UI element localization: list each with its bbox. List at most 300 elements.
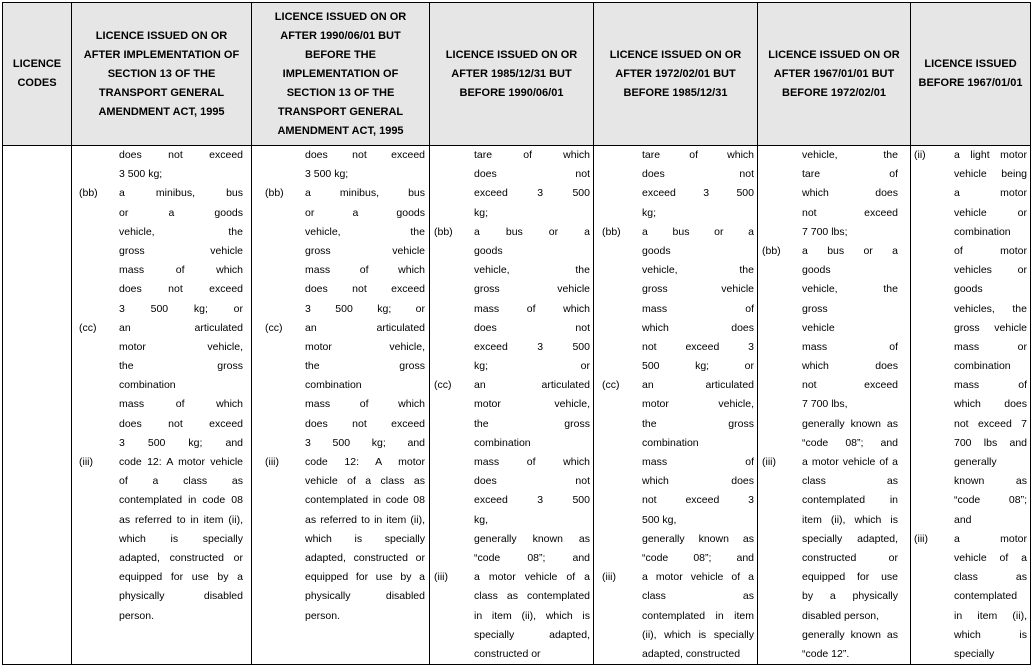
body-row xyxy=(3,146,1031,665)
item-marker xyxy=(79,165,119,184)
item-marker xyxy=(602,357,642,376)
item-marker xyxy=(265,395,305,414)
text-line xyxy=(602,204,757,223)
text-line xyxy=(434,204,593,223)
text-line xyxy=(79,223,251,242)
text-line xyxy=(79,357,251,376)
item-marker xyxy=(434,261,474,280)
item-marker xyxy=(914,395,954,414)
text-line xyxy=(914,626,1030,645)
text-line xyxy=(914,357,1030,376)
item-marker xyxy=(265,530,305,549)
item-text: 500 kg, xyxy=(642,513,677,526)
text-line xyxy=(79,434,251,453)
item-marker: (cc) xyxy=(434,379,452,392)
item-text: specially xyxy=(954,647,995,660)
text-line xyxy=(914,280,1030,299)
text-line xyxy=(434,261,593,280)
text-line xyxy=(914,204,1030,223)
item-marker xyxy=(265,549,305,568)
item-marker: (ii) xyxy=(914,149,926,161)
text-line xyxy=(434,338,593,357)
text-line xyxy=(79,530,251,549)
item-marker xyxy=(265,491,305,510)
item-text: mass of which xyxy=(119,264,243,277)
item-text: 500 kg; or xyxy=(642,360,754,373)
text-line xyxy=(914,491,1030,510)
item-marker xyxy=(434,357,474,376)
item-marker: (bb) xyxy=(434,225,453,238)
item-text: generally xyxy=(954,456,997,468)
item-marker xyxy=(79,204,119,223)
item-marker xyxy=(762,568,802,587)
item-marker xyxy=(434,645,474,664)
item-text: an articulated xyxy=(119,321,243,334)
item-text: code 12: A motor xyxy=(305,456,425,468)
item-marker: (bb) xyxy=(265,187,284,200)
item-text: combination xyxy=(954,360,1011,373)
text-line xyxy=(602,568,757,587)
item-text: equipped for use by a xyxy=(119,571,243,584)
item-marker xyxy=(265,242,305,261)
text-line xyxy=(762,415,910,434)
text-line xyxy=(434,376,593,395)
text-line xyxy=(265,338,429,357)
text-line xyxy=(265,549,429,568)
item-text: vehicle, the xyxy=(802,283,898,296)
text-line xyxy=(762,261,910,280)
item-text: a bus or a xyxy=(642,225,754,238)
item-marker xyxy=(914,376,954,395)
item-text: contemplated in xyxy=(802,494,898,507)
text-line xyxy=(914,549,1030,568)
item-text: “code 08”; and xyxy=(802,436,898,449)
text-line xyxy=(265,491,429,510)
item-marker: (bb) xyxy=(762,244,781,257)
text-line xyxy=(602,645,757,664)
item-text: vehicle, the xyxy=(642,264,754,277)
item-text: mass of which xyxy=(474,456,590,468)
item-marker xyxy=(434,587,474,606)
text-line xyxy=(602,626,757,645)
item-text: specially adapted, xyxy=(802,532,898,545)
item-marker xyxy=(602,300,642,319)
item-marker xyxy=(79,357,119,376)
header-1990-to-1995: LICENCE ISSUED ON OR AFTER 1990/06/01 BUT BEFORE THE IMPLEMENTATION OF SECTION 13 OF THE TRANSPORT GENERAL AMENDMENT ACT, 1995 xyxy=(252,3,430,146)
item-marker xyxy=(914,319,954,338)
item-marker xyxy=(762,472,802,491)
item-text: code 12: A motor vehicle xyxy=(119,456,243,468)
item-text: does not exceed xyxy=(119,417,243,430)
text-line xyxy=(602,338,757,357)
item-text: exceed 3 500 xyxy=(474,187,590,200)
item-text: a motor xyxy=(954,187,1027,200)
item-text: exceed 3 500 xyxy=(474,340,590,353)
text-line xyxy=(602,415,757,434)
item-marker xyxy=(914,626,954,645)
text-line xyxy=(265,280,429,299)
item-marker xyxy=(434,434,474,453)
item-text: which is specially xyxy=(305,532,425,545)
item-marker xyxy=(914,300,954,319)
item-marker xyxy=(265,568,305,587)
text-line xyxy=(762,587,910,606)
item-marker xyxy=(602,280,642,299)
header-1967-to-1972: LICENCE ISSUED ON OR AFTER 1967/01/01 BUT BEFORE 1972/02/01 xyxy=(758,3,911,146)
text-line xyxy=(265,453,429,472)
item-text: which does xyxy=(802,360,898,373)
item-marker: (cc) xyxy=(265,321,283,334)
item-text: a light motor xyxy=(954,149,1027,161)
item-marker xyxy=(434,549,474,568)
item-text: not exceed 3 xyxy=(642,494,754,507)
header-row xyxy=(3,3,1031,146)
cell-1985-to-1990 xyxy=(430,146,594,665)
item-text: 3 500 kg; and xyxy=(119,436,243,449)
item-text: vehicle or xyxy=(954,206,1027,219)
item-marker xyxy=(434,165,474,184)
item-marker: (iii) xyxy=(265,456,279,468)
text-line xyxy=(914,146,1030,165)
item-marker xyxy=(914,587,954,606)
text-line xyxy=(602,395,757,414)
item-marker xyxy=(762,434,802,453)
item-marker xyxy=(914,645,954,664)
item-text: motor vehicle, xyxy=(119,340,243,353)
item-text: mass of which xyxy=(474,302,590,315)
item-text: contemplated xyxy=(954,590,1018,603)
text-line xyxy=(762,357,910,376)
text-line xyxy=(762,607,910,626)
item-text: tare of which xyxy=(642,149,754,161)
item-marker xyxy=(265,587,305,606)
item-text: tare of xyxy=(802,168,898,181)
item-marker xyxy=(762,223,802,242)
text-line xyxy=(762,376,910,395)
item-marker xyxy=(914,415,954,434)
text-line xyxy=(602,530,757,549)
item-text: equipped for use xyxy=(802,571,898,584)
item-text: equipped for use by a xyxy=(305,571,425,584)
text-line xyxy=(434,434,593,453)
item-text: motor vehicle, xyxy=(642,398,754,411)
item-text: a motor vehicle of a xyxy=(802,456,898,468)
item-text: a motor vehicle of a xyxy=(474,571,590,584)
text-line xyxy=(434,223,593,242)
item-marker xyxy=(762,261,802,280)
item-marker xyxy=(79,146,119,165)
item-text: gross vehicle xyxy=(642,283,754,296)
item-marker xyxy=(914,223,954,242)
text-line xyxy=(914,530,1030,549)
item-text: contemplated in item xyxy=(642,609,754,622)
item-marker xyxy=(265,357,305,376)
item-text: exceed 3 500 xyxy=(642,187,754,200)
item-marker xyxy=(762,587,802,606)
item-text: of motor xyxy=(954,244,1027,257)
item-marker xyxy=(434,415,474,434)
item-marker: (cc) xyxy=(79,321,97,334)
item-text: does not xyxy=(474,168,590,181)
item-text: or a goods xyxy=(305,206,425,219)
item-text: goods xyxy=(802,264,831,277)
item-marker xyxy=(265,204,305,223)
item-marker xyxy=(79,549,119,568)
item-text: vehicles or xyxy=(954,264,1027,277)
item-text: “code 08”; xyxy=(954,494,1027,507)
item-text: vehicles, the xyxy=(954,302,1027,315)
item-marker xyxy=(434,472,474,491)
item-text: kg; xyxy=(474,206,489,219)
text-line xyxy=(265,607,429,626)
item-marker xyxy=(762,607,802,626)
text-line xyxy=(602,511,757,530)
item-marker xyxy=(434,338,474,357)
item-marker xyxy=(914,261,954,280)
text-line xyxy=(79,395,251,414)
text-line xyxy=(79,376,251,395)
item-text: generally known as xyxy=(802,628,898,641)
text-line xyxy=(79,338,251,357)
item-text: kg; or xyxy=(474,360,590,373)
text-line xyxy=(762,300,910,319)
text-line xyxy=(602,223,757,242)
text-line xyxy=(265,242,429,261)
item-text: person. xyxy=(119,609,155,622)
item-marker xyxy=(914,472,954,491)
item-marker xyxy=(762,626,802,645)
item-marker xyxy=(265,223,305,242)
text-line xyxy=(762,434,910,453)
text-line xyxy=(602,184,757,203)
text-line xyxy=(434,146,593,165)
cell-after-1995-amendment xyxy=(72,146,252,665)
text-line xyxy=(79,472,251,491)
text-line xyxy=(602,434,757,453)
cell-1990-to-1995 xyxy=(252,146,430,665)
item-text: 3 500 kg; or xyxy=(305,302,425,315)
item-text: adapted, constructed or xyxy=(305,551,425,564)
text-line xyxy=(434,300,593,319)
item-text: in item (ii), xyxy=(954,609,1027,622)
cell-before-1967 xyxy=(911,146,1031,665)
item-text: a bus or a xyxy=(474,225,590,238)
item-text: mass of xyxy=(642,456,754,468)
text-line xyxy=(265,568,429,587)
item-marker xyxy=(762,204,802,223)
item-text: an articulated xyxy=(305,321,425,334)
item-text: (ii), which is specially xyxy=(642,628,754,641)
text-line xyxy=(265,357,429,376)
item-marker xyxy=(79,472,119,491)
item-marker xyxy=(762,146,802,165)
item-marker xyxy=(265,165,305,184)
text-line xyxy=(762,223,910,242)
item-text: known as xyxy=(954,475,1027,488)
item-text: an articulated xyxy=(474,379,590,392)
item-text: constructed or xyxy=(802,551,898,564)
item-text: mass of xyxy=(642,302,754,315)
item-marker xyxy=(914,549,954,568)
item-text: person. xyxy=(305,609,341,622)
item-text: 3 500 kg; xyxy=(119,168,163,181)
item-text: goods xyxy=(954,283,983,296)
text-line xyxy=(602,472,757,491)
item-marker xyxy=(602,530,642,549)
item-text: combination xyxy=(642,436,699,449)
item-text: combination xyxy=(119,379,176,392)
item-text: vehicle, the xyxy=(474,264,590,277)
text-line xyxy=(265,146,429,165)
item-text: constructed or xyxy=(474,647,541,660)
text-line xyxy=(434,607,593,626)
item-text: combination xyxy=(474,436,531,449)
item-marker xyxy=(914,338,954,357)
header-after-1995-amendment: LICENCE ISSUED ON OR AFTER IMPLEMENTATION OF SECTION 13 OF THE TRANSPORT GENERAL AMENDMENT ACT, 1995 xyxy=(72,3,252,146)
text-line xyxy=(434,280,593,299)
text-line xyxy=(79,491,251,510)
text-line xyxy=(762,204,910,223)
item-marker xyxy=(602,549,642,568)
text-line xyxy=(434,165,593,184)
item-marker xyxy=(79,511,119,530)
text-line xyxy=(602,300,757,319)
item-marker: (cc) xyxy=(602,379,620,392)
item-marker xyxy=(434,626,474,645)
item-text: contemplated in code 08 xyxy=(305,494,425,507)
text-line xyxy=(602,146,757,165)
item-text: “code 08”; and xyxy=(642,551,754,564)
item-marker xyxy=(762,415,802,434)
item-text: a motor xyxy=(954,532,1027,545)
text-line xyxy=(434,184,593,203)
item-text: class as xyxy=(802,475,898,488)
item-marker xyxy=(265,511,305,530)
item-marker xyxy=(914,607,954,626)
text-line xyxy=(265,376,429,395)
item-marker xyxy=(434,300,474,319)
item-text: contemplated in code 08 xyxy=(119,494,243,507)
item-text: class as xyxy=(954,571,1027,584)
item-text: which does xyxy=(642,321,754,334)
item-marker xyxy=(265,434,305,453)
text-line xyxy=(265,184,429,203)
item-text: goods xyxy=(642,244,671,257)
item-marker xyxy=(762,280,802,299)
item-marker xyxy=(762,376,802,395)
text-line xyxy=(762,146,910,165)
text-line xyxy=(762,645,910,664)
item-text: adapted, constructed or xyxy=(119,551,243,564)
item-marker xyxy=(434,242,474,261)
item-marker xyxy=(265,376,305,395)
item-marker xyxy=(762,184,802,203)
item-marker xyxy=(79,300,119,319)
item-marker xyxy=(265,415,305,434)
item-marker xyxy=(265,607,305,626)
item-text: tare of which xyxy=(474,149,590,161)
item-text: not exceed 7 xyxy=(954,417,1027,430)
item-text: a motor vehicle of a xyxy=(642,571,754,584)
text-line xyxy=(602,261,757,280)
item-text: mass of which xyxy=(119,398,243,411)
text-line xyxy=(762,280,910,299)
item-text: gross vehicle xyxy=(474,283,590,296)
item-text: not exceed xyxy=(802,206,898,219)
item-text: in item (ii), which is xyxy=(474,609,590,622)
item-marker xyxy=(762,357,802,376)
item-text: vehicle, the xyxy=(119,225,243,238)
text-line xyxy=(762,395,910,414)
item-marker xyxy=(265,472,305,491)
item-marker xyxy=(434,491,474,510)
text-line xyxy=(602,165,757,184)
item-marker xyxy=(602,511,642,530)
text-line xyxy=(914,395,1030,414)
item-marker xyxy=(762,300,802,319)
text-line xyxy=(79,319,251,338)
item-text: a minibus, bus xyxy=(119,187,243,200)
item-text: of a class as xyxy=(119,475,243,488)
item-marker xyxy=(762,319,802,338)
text-line xyxy=(434,395,593,414)
item-marker xyxy=(265,338,305,357)
text-line xyxy=(434,568,593,587)
item-marker xyxy=(602,319,642,338)
item-text: as referred to in item (ii), xyxy=(305,513,425,526)
text-line xyxy=(79,146,251,165)
text-line xyxy=(914,453,1030,472)
text-line xyxy=(602,607,757,626)
item-text: “code 12”. xyxy=(802,647,850,660)
item-text: does not exceed xyxy=(119,283,243,296)
item-text: vehicle of a class as xyxy=(305,475,425,488)
text-line xyxy=(762,165,910,184)
item-marker xyxy=(434,453,474,472)
text-line xyxy=(434,453,593,472)
text-line xyxy=(914,338,1030,357)
item-marker xyxy=(762,338,802,357)
text-line xyxy=(762,549,910,568)
text-line xyxy=(602,453,757,472)
text-line xyxy=(762,511,910,530)
text-line xyxy=(434,491,593,510)
item-text: mass of xyxy=(802,340,898,353)
text-line xyxy=(79,453,251,472)
text-line xyxy=(265,395,429,414)
item-text: combination xyxy=(954,225,1011,238)
item-text: the gross xyxy=(305,360,425,373)
text-line xyxy=(762,319,910,338)
item-marker xyxy=(434,511,474,530)
item-marker xyxy=(762,511,802,530)
text-line xyxy=(914,434,1030,453)
text-line xyxy=(602,357,757,376)
text-line xyxy=(79,261,251,280)
item-marker xyxy=(79,491,119,510)
item-text: mass of which xyxy=(305,398,425,411)
item-marker xyxy=(602,626,642,645)
item-marker: (iii) xyxy=(79,456,93,468)
text-line xyxy=(434,626,593,645)
item-marker xyxy=(914,165,954,184)
text-line xyxy=(914,587,1030,606)
item-text: generally known as xyxy=(474,532,590,545)
text-line xyxy=(265,261,429,280)
item-marker xyxy=(602,242,642,261)
text-line xyxy=(762,568,910,587)
item-text: disabled person, xyxy=(802,609,880,622)
